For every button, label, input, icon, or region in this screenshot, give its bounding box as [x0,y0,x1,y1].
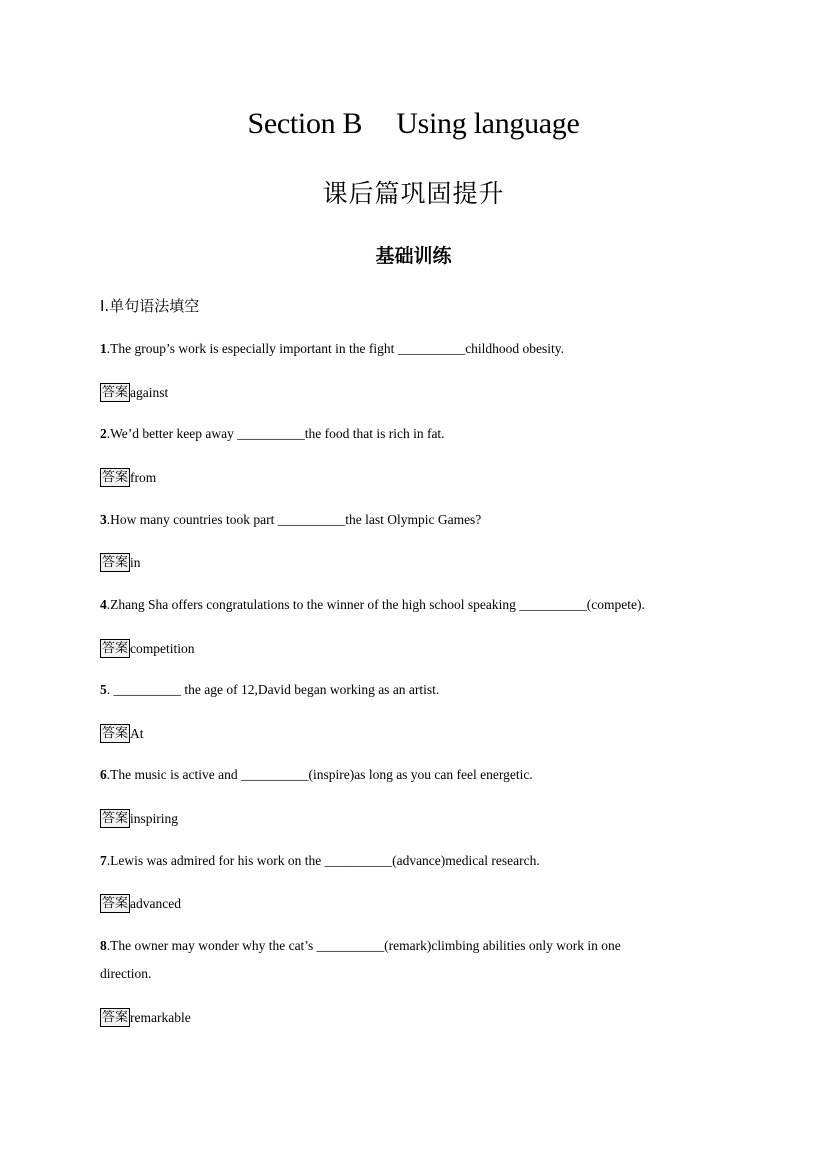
answer-value: competition [130,640,195,656]
answer-badge: 答案 [102,896,129,912]
question-text: .The group’s work is especially important in the fight __________childhood obesity. [106,341,565,356]
question-text: .Lewis was admired for his work on the __________(advance)medical research. [106,853,540,868]
answer-badge: 答案 [102,555,129,571]
answer-badge: 答案 [102,811,129,827]
question-text-continued: direction. [100,966,152,981]
answer-value: from [130,469,157,485]
question-text: .We’d better keep away __________the food that is rich in fat. [106,426,445,441]
answer-value: in [130,554,141,570]
question-number: 2 [100,426,107,441]
answer-8 [100,1003,191,1032]
question-text: .The owner may wonder why the cat’s __________(remark)climbing abilities only work in one [106,938,621,953]
part-label: Ⅰ.单句语法填空 [100,297,200,315]
answer-6 [100,804,178,833]
question-number: 5 [100,682,107,697]
question-number: 8 [100,938,107,953]
answer-value: At [130,725,144,741]
answer-badge: 答案 [102,385,129,401]
question-text: . __________ the age of 12,David began working as an artist. [106,682,440,697]
question-3 [100,506,481,534]
heading: 基础训练 [375,245,452,267]
question-7 [100,847,540,875]
answer-3 [100,548,141,577]
answer-badge: 答案 [102,726,129,742]
subtitle: 课后篇巩固提升 [322,179,505,208]
question-4 [100,591,645,619]
question-2 [100,420,445,448]
answer-badge: 答案 [102,641,129,657]
answer-4 [100,634,195,663]
answer-value: against [130,384,169,400]
question-number: 7 [100,853,107,868]
answer-value: advanced [130,895,181,911]
question-number: 1 [100,341,107,356]
answer-value: remarkable [130,1009,191,1025]
answer-1 [100,378,168,407]
section-title-part2: Using language [396,107,580,140]
answer-badge: 答案 [102,470,129,486]
answer-7 [100,889,181,918]
question-8 [100,932,621,988]
question-text: .The music is active and __________(inspire)as long as you can feel energetic. [106,767,533,782]
section-title-part1: Section B [247,107,363,140]
question-1 [100,335,564,363]
question-number: 4 [100,597,107,612]
section-title [0,107,827,141]
answer-2 [100,463,156,492]
question-text: .Zhang Sha offers congratulations to the winner of the high school speaking __________(compete). [106,597,645,612]
question-number: 3 [100,512,107,527]
question-text: .How many countries took part __________the last Olympic Games? [106,512,482,527]
answer-badge: 答案 [102,1010,129,1026]
question-5 [100,676,439,704]
answer-value: inspiring [130,810,179,826]
question-number: 6 [100,767,107,782]
question-6 [100,761,533,789]
answer-5 [100,719,144,748]
